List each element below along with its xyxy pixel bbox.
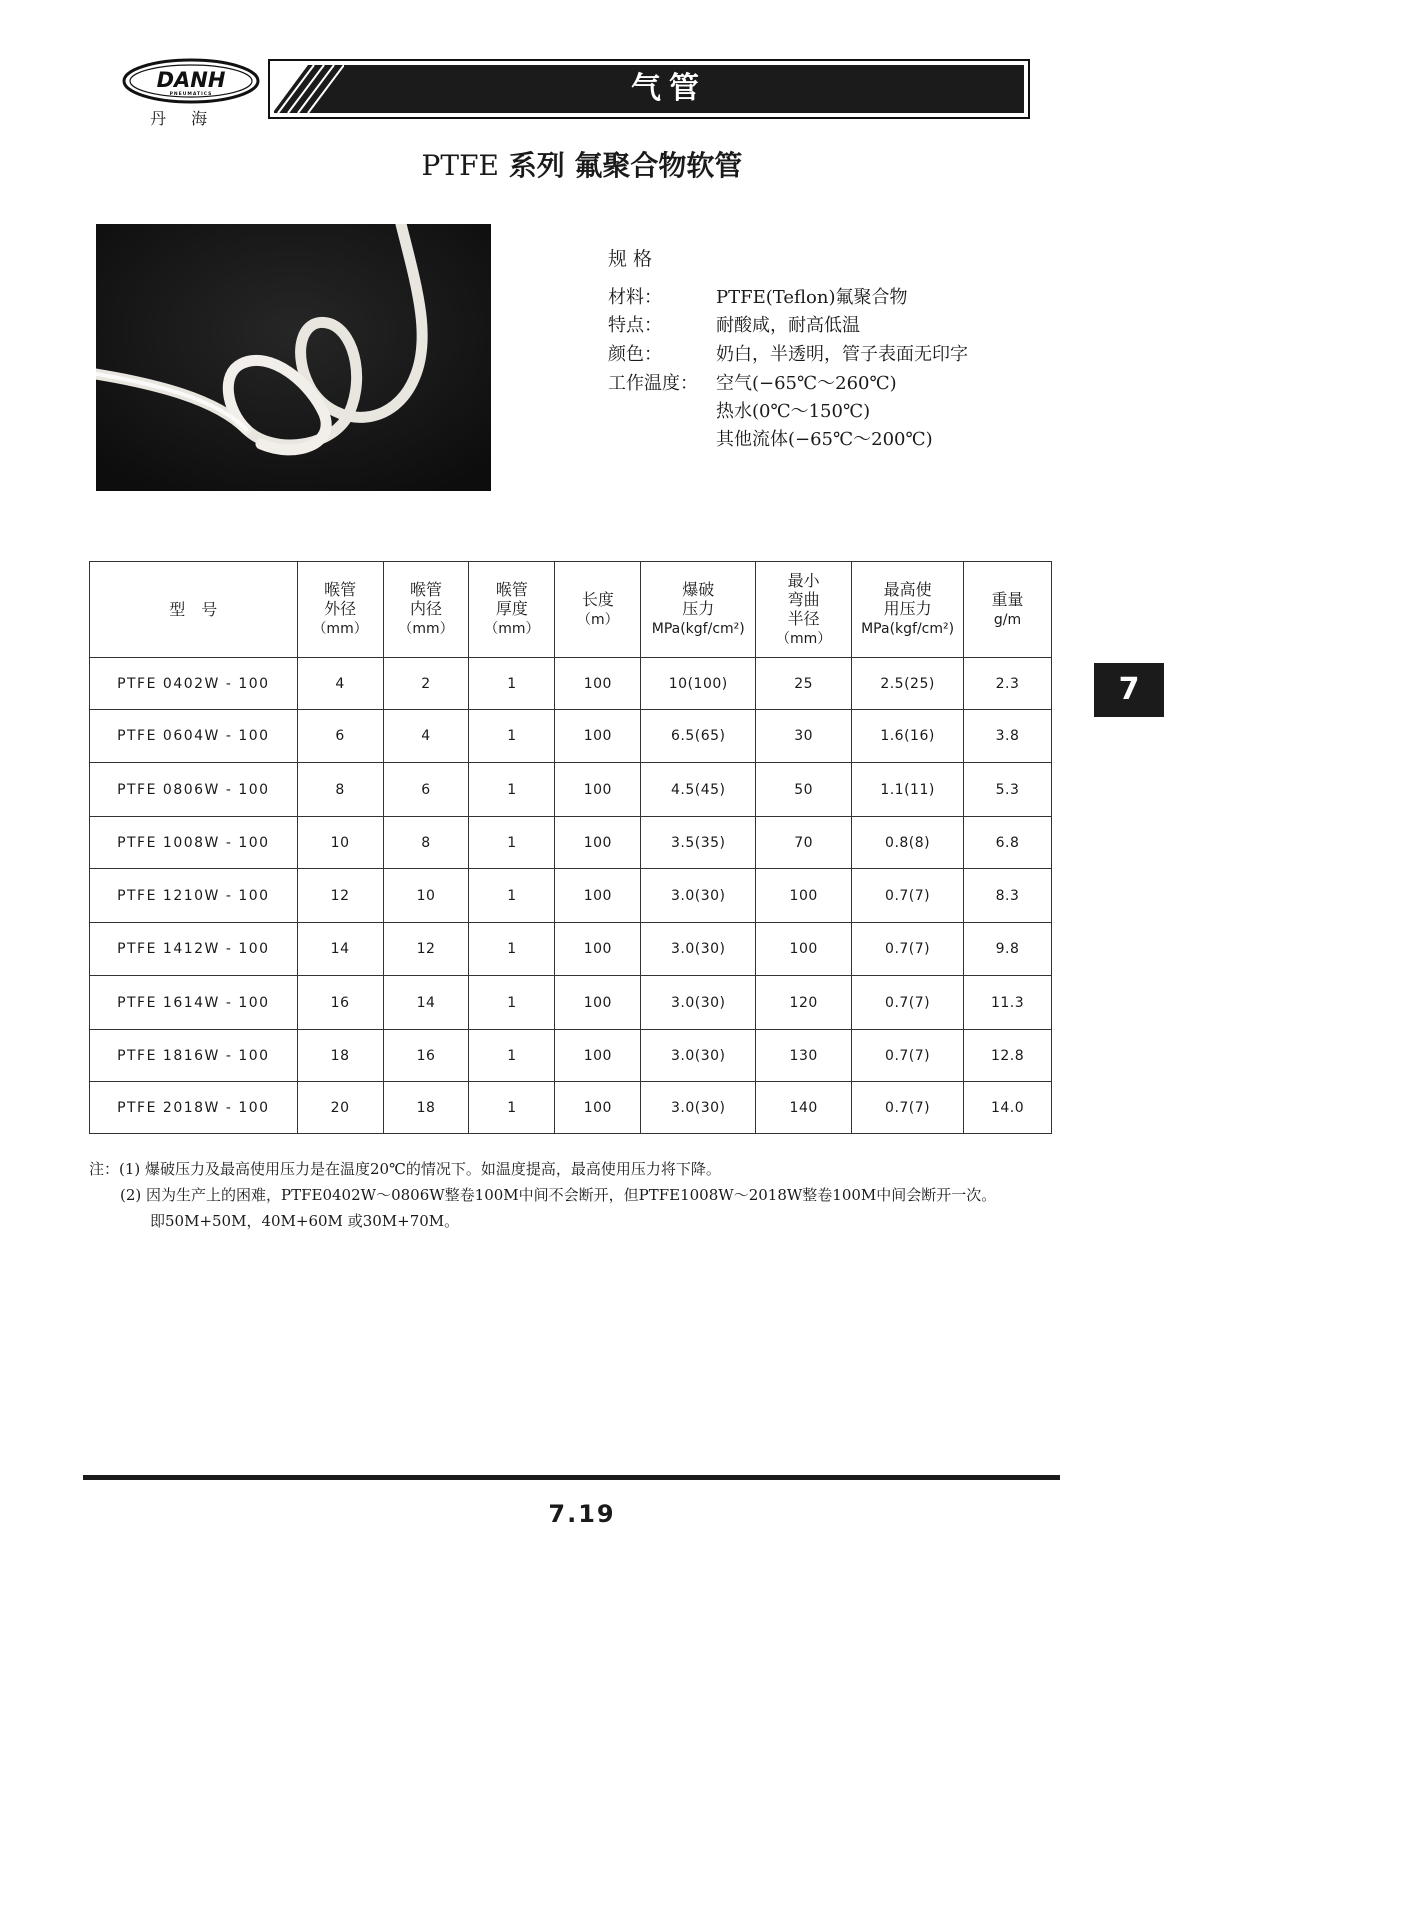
danh-logo [122, 58, 260, 104]
table-cell: 9.8 [964, 923, 1052, 976]
brand-chinese-name: 丹 海 [150, 109, 218, 128]
spec-value: 奶白，半透明，管子表面无印字 [716, 344, 968, 365]
table-cell: 0.7(7) [852, 976, 964, 1030]
table-cell: 14.0 [964, 1082, 1052, 1134]
page-title-chinese: 系列 氟聚合物软管 [508, 149, 743, 182]
header-model: 型 号 [90, 562, 298, 658]
table-cell: 1 [469, 1030, 555, 1082]
table-cell: 120 [756, 976, 852, 1030]
cell-model: PTFE 2018W - 100 [90, 1082, 298, 1134]
table-cell: 3.0(30) [641, 976, 756, 1030]
cell-model: PTFE 0604W - 100 [90, 710, 298, 763]
table-cell: 11.3 [964, 976, 1052, 1030]
table-cell: 12 [297, 869, 383, 923]
table-cell: 100 [756, 923, 852, 976]
table-cell: 3.8 [964, 710, 1052, 763]
note-1: 注：(1) 爆破压力及最高使用压力是在温度20℃的情况下。如温度提高，最高使用压力将下降。 [89, 1160, 721, 1178]
spec-label: 颜色： [608, 344, 662, 365]
section-header [268, 59, 1030, 119]
logo-subtext: PNEUMATICS [169, 92, 213, 97]
table-cell: 1.6(16) [852, 710, 964, 763]
table-row [90, 869, 1052, 923]
table-cell: 1 [469, 710, 555, 763]
table-cell: 8.3 [964, 869, 1052, 923]
table-cell: 0.8(8) [852, 817, 964, 869]
table-cell: 30 [756, 710, 852, 763]
table-cell: 1 [469, 1082, 555, 1134]
table-cell: 6 [297, 710, 383, 763]
table-cell: 2 [383, 658, 469, 710]
cell-model: PTFE 0402W - 100 [90, 658, 298, 710]
table-cell: 2.3 [964, 658, 1052, 710]
table-cell: 1 [469, 763, 555, 817]
table-cell: 4.5(45) [641, 763, 756, 817]
spec-value: 耐酸咸，耐高低温 [716, 315, 860, 336]
spec-heading: 规格 [608, 248, 659, 270]
table-row [90, 817, 1052, 869]
spec-label: 工作温度： [608, 373, 698, 394]
table-row [90, 1030, 1052, 1082]
table-cell: 16 [297, 976, 383, 1030]
product-photo [96, 224, 491, 491]
table-cell: 10 [383, 869, 469, 923]
cell-model: PTFE 1008W - 100 [90, 817, 298, 869]
cell-model: PTFE 1816W - 100 [90, 1030, 298, 1082]
table-cell: 3.5(35) [641, 817, 756, 869]
header-burst-pressure: 爆破 压力 MPa(kgf/cm²) [641, 562, 756, 658]
table-row [90, 710, 1052, 763]
table-row [90, 763, 1052, 817]
table-cell: 50 [756, 763, 852, 817]
table-cell: 100 [555, 1030, 641, 1082]
spec-row-temperature [608, 369, 897, 395]
table-cell: 1 [469, 923, 555, 976]
table-cell: 140 [756, 1082, 852, 1134]
table-cell: 1 [469, 817, 555, 869]
table-cell: 6 [383, 763, 469, 817]
table-cell: 100 [555, 658, 641, 710]
header-length: 长度 （m） [555, 562, 641, 658]
table-cell: 130 [756, 1030, 852, 1082]
table-cell: 0.7(7) [852, 923, 964, 976]
footer-rule [83, 1475, 1060, 1480]
page-title-latin: PTFE [421, 149, 499, 182]
header-max-working-pressure: 最高使 用压力 MPa(kgf/cm²) [852, 562, 964, 658]
table-cell: 18 [297, 1030, 383, 1082]
cell-model: PTFE 0806W - 100 [90, 763, 298, 817]
table-cell: 3.0(30) [641, 1030, 756, 1082]
spec-temperature-other-fluids: 其他流体(−65℃～200℃) [716, 429, 933, 450]
table-cell: 6.5(65) [641, 710, 756, 763]
note-2-continued: 即50M+50M，40M+60M 或30M+70M。 [150, 1212, 460, 1230]
table-cell: 14 [383, 976, 469, 1030]
page-title [0, 144, 1164, 184]
table-cell: 2.5(25) [852, 658, 964, 710]
table-cell: 20 [297, 1082, 383, 1134]
table-header-row [90, 562, 1052, 658]
table-cell: 0.7(7) [852, 869, 964, 923]
table-cell: 4 [297, 658, 383, 710]
spec-value: PTFE(Teflon)氟聚合物 [716, 287, 908, 308]
table-cell: 18 [383, 1082, 469, 1134]
table-cell: 25 [756, 658, 852, 710]
cell-model: PTFE 1614W - 100 [90, 976, 298, 1030]
spec-row-color [608, 340, 968, 366]
table-cell: 14 [297, 923, 383, 976]
spec-temperature-hot-water: 热水(0℃～150℃) [716, 401, 871, 422]
header-wall-thickness: 喉管 厚度 （mm） [469, 562, 555, 658]
table-cell: 10(100) [641, 658, 756, 710]
table-cell: 12.8 [964, 1030, 1052, 1082]
chapter-tab: 7 [1094, 663, 1164, 717]
table-row [90, 923, 1052, 976]
table-cell: 100 [555, 710, 641, 763]
spec-value: 空气(−65℃～260℃) [716, 373, 897, 394]
table-cell: 1 [469, 658, 555, 710]
table-cell: 1.1(11) [852, 763, 964, 817]
table-cell: 5.3 [964, 763, 1052, 817]
header-inner-diameter: 喉管 内径 （mm） [383, 562, 469, 658]
table-cell: 4 [383, 710, 469, 763]
table-row [90, 976, 1052, 1030]
spec-row-features [608, 311, 860, 337]
logo-wordmark: DANH [156, 68, 226, 92]
table-cell: 8 [297, 763, 383, 817]
product-spec-table [89, 561, 1052, 1134]
table-cell: 10 [297, 817, 383, 869]
table-cell: 100 [555, 1082, 641, 1134]
table-cell: 100 [555, 976, 641, 1030]
cell-model: PTFE 1412W - 100 [90, 923, 298, 976]
spec-row-material [608, 283, 908, 309]
page-number: 7.19 [548, 1500, 616, 1528]
table-cell: 0.7(7) [852, 1030, 964, 1082]
table-cell: 70 [756, 817, 852, 869]
table-cell: 6.8 [964, 817, 1052, 869]
table-cell: 100 [555, 763, 641, 817]
table-cell: 16 [383, 1030, 469, 1082]
table-cell: 3.0(30) [641, 923, 756, 976]
table-row [90, 1082, 1052, 1134]
spec-label: 材料： [608, 287, 662, 308]
cell-model: PTFE 1210W - 100 [90, 869, 298, 923]
table-cell: 3.0(30) [641, 1082, 756, 1134]
table-cell: 1 [469, 869, 555, 923]
header-min-bend-radius: 最小 弯曲 半径 （mm） [756, 562, 852, 658]
table-cell: 1 [469, 976, 555, 1030]
note-2: (2) 因为生产上的困难，PTFE0402W～0806W整卷100M中间不会断开，但PTFE1008W～2018W整卷100M中间会断开一次。 [120, 1186, 997, 1204]
table-cell: 8 [383, 817, 469, 869]
table-cell: 0.7(7) [852, 1082, 964, 1134]
table-cell: 100 [555, 817, 641, 869]
table-cell: 100 [555, 923, 641, 976]
header-weight: 重量 g/m [964, 562, 1052, 658]
table-cell: 100 [756, 869, 852, 923]
spec-label: 特点： [608, 315, 662, 336]
table-cell: 100 [555, 869, 641, 923]
table-cell: 12 [383, 923, 469, 976]
section-title: 气管 [631, 71, 707, 106]
table-cell: 3.0(30) [641, 869, 756, 923]
table-row [90, 658, 1052, 710]
header-outer-diameter: 喉管 外径 （mm） [297, 562, 383, 658]
